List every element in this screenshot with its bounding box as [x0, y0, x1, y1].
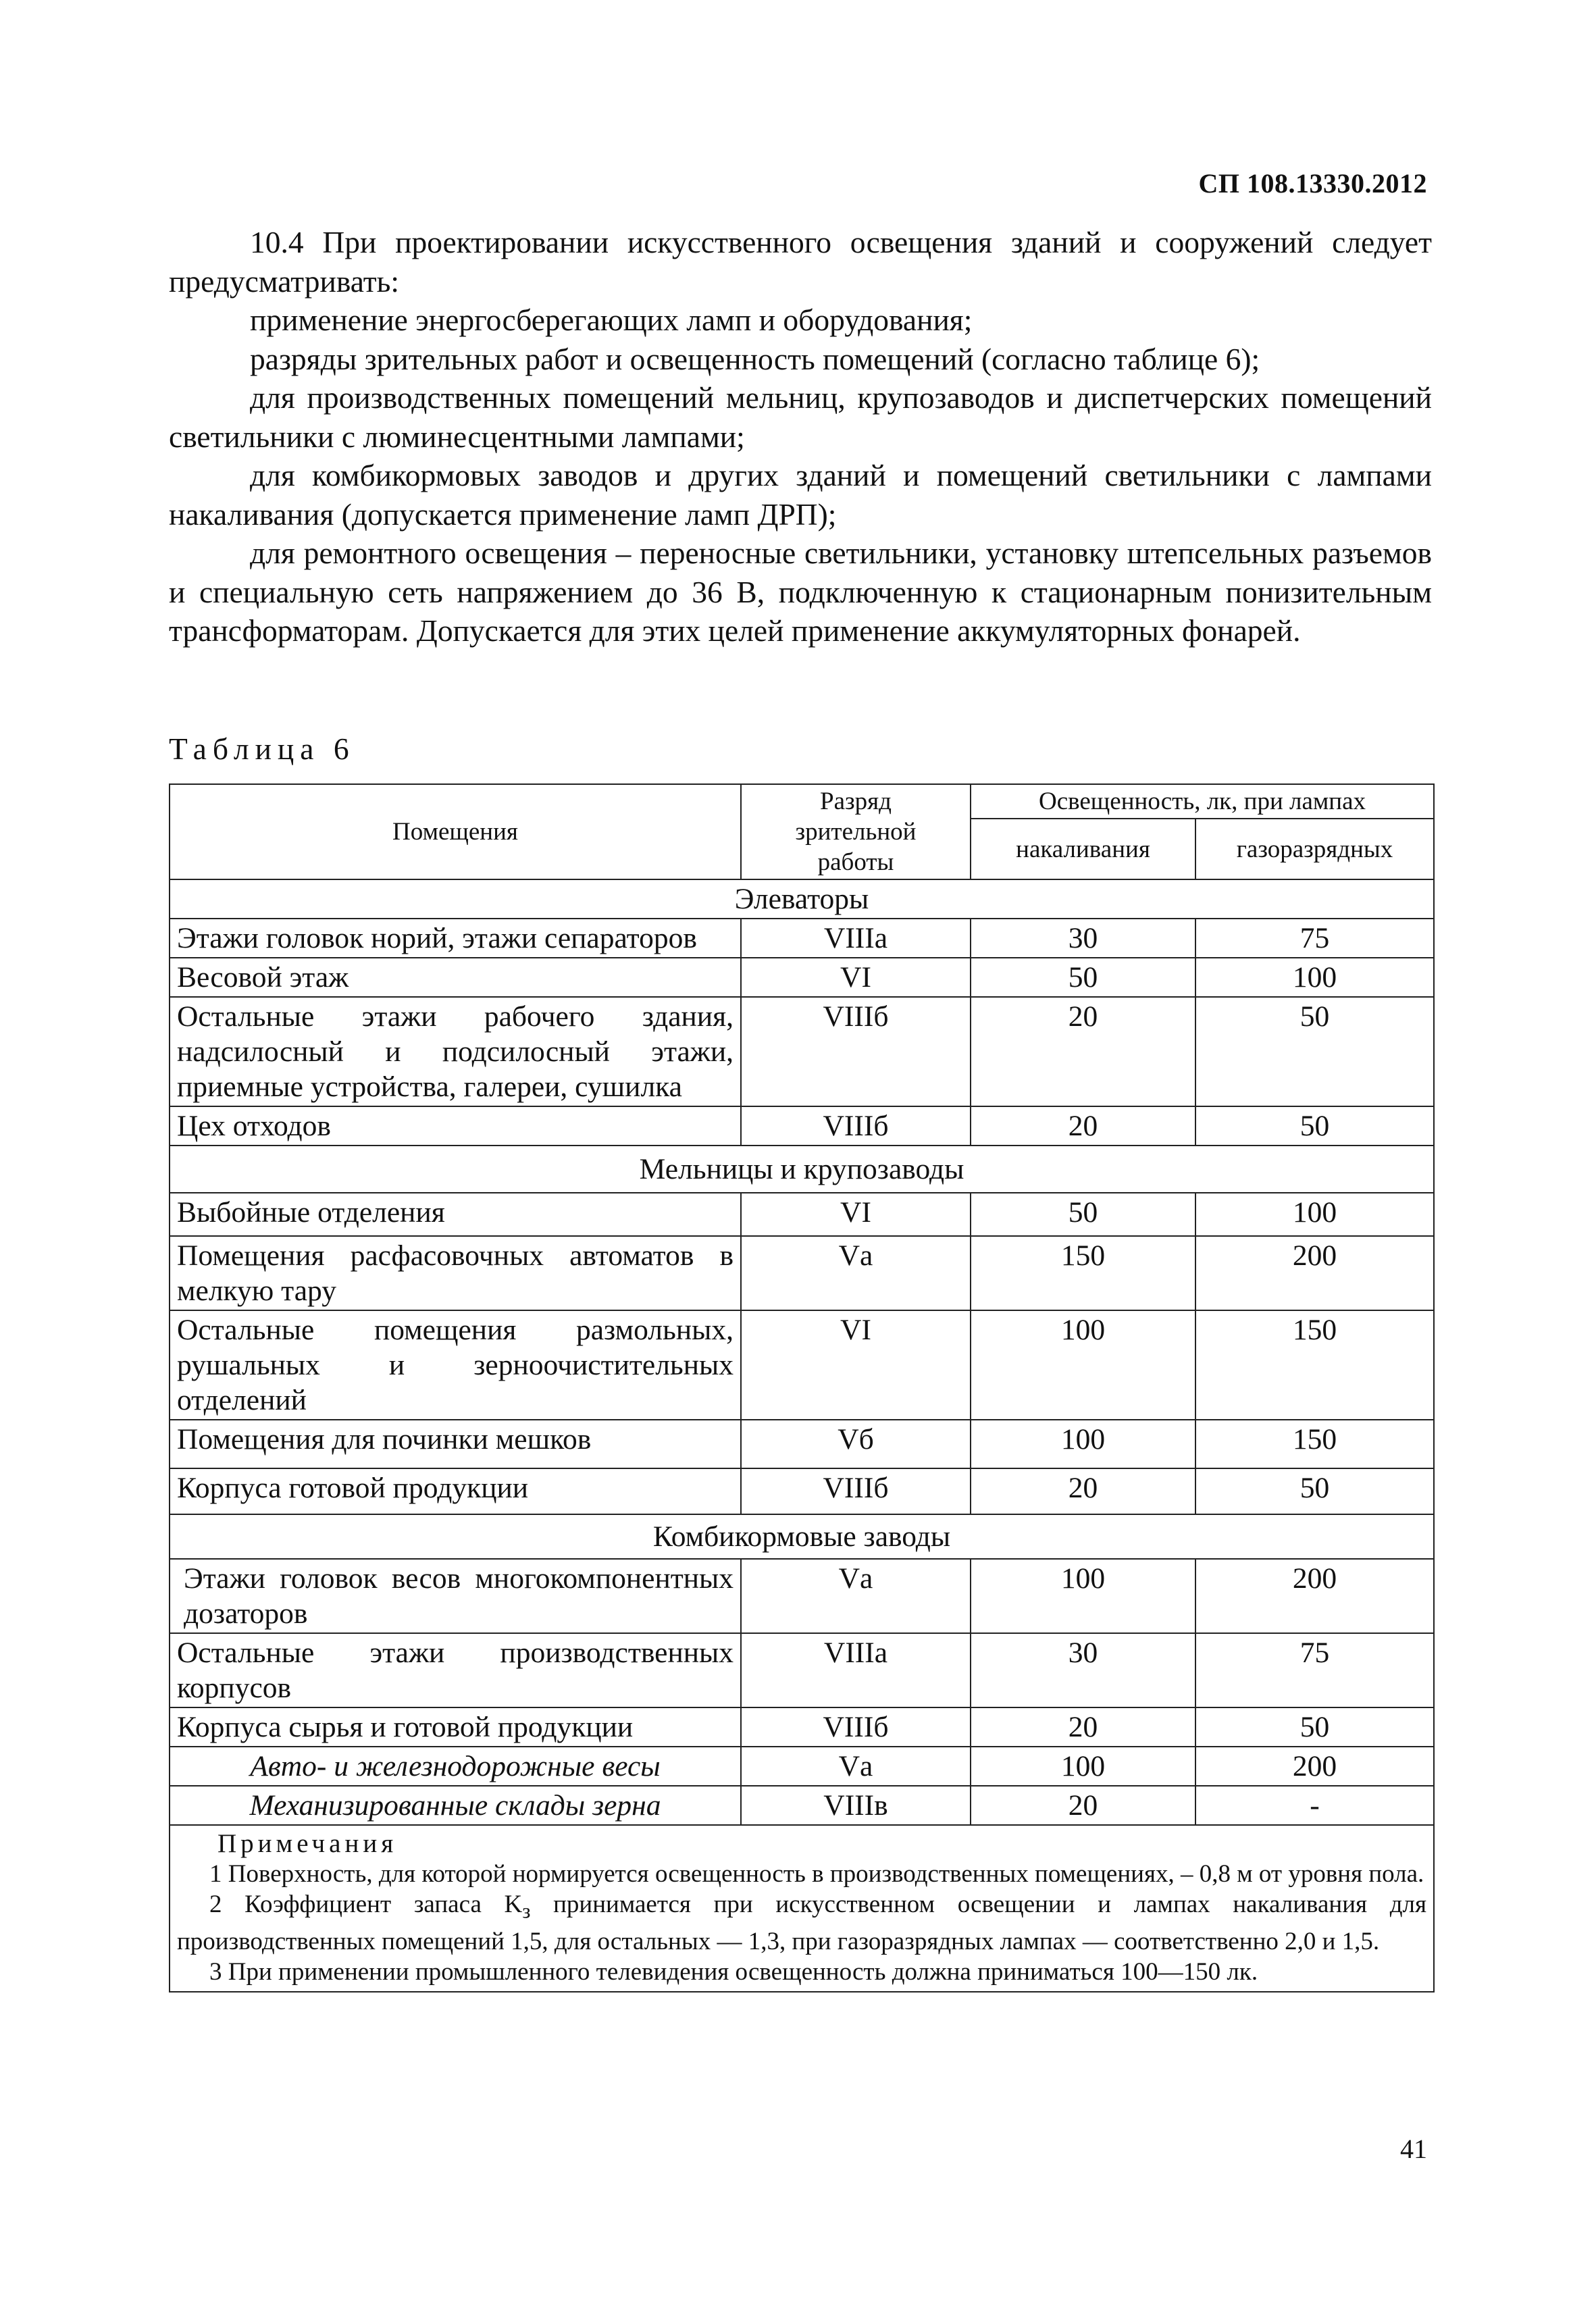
incandescent-cell: 30: [971, 919, 1195, 958]
table-row: [170, 997, 1434, 1106]
table-row: [170, 919, 1434, 958]
table-row: [170, 1747, 1434, 1786]
section-title: Мельницы и крупозаводы: [170, 1146, 1434, 1193]
incandescent-cell: 150: [971, 1236, 1195, 1310]
category-cell: VIIIб: [741, 1468, 971, 1514]
discharge-cell: 200: [1195, 1236, 1434, 1310]
header-discharge: газоразрядных: [1195, 819, 1434, 879]
section-row: [170, 1514, 1434, 1559]
category-cell: VIIIв: [741, 1786, 971, 1825]
premises-cell: Цех отходов: [170, 1106, 741, 1146]
table-caption: Таблица 6: [169, 731, 355, 766]
category-cell: VIIIб: [741, 997, 971, 1106]
category-cell: VIIIб: [741, 1106, 971, 1146]
premises-cell: Остальные этажи производственных корпусов: [170, 1633, 741, 1707]
discharge-cell: 50: [1195, 1707, 1434, 1747]
category-cell: VIIIб: [741, 1707, 971, 1747]
table-row: [170, 1559, 1434, 1633]
category-cell: Vа: [741, 1747, 971, 1786]
section-row: [170, 879, 1434, 919]
table-row: [170, 1420, 1434, 1468]
incandescent-cell: 100: [971, 1420, 1195, 1468]
discharge-cell: 200: [1195, 1747, 1434, 1786]
paragraph: 10.4 При проектировании искусственного освещения зданий и сооружений следует предусматривать:: [169, 225, 1432, 299]
discharge-cell: 100: [1195, 1193, 1434, 1236]
table-row: [170, 1707, 1434, 1747]
premises-cell: Остальные этажи рабочего здания, надсилосный и подсилосный этажи, приемные устройства, галереи, сушилка: [170, 997, 741, 1106]
table-row: [170, 1468, 1434, 1514]
incandescent-cell: 50: [971, 1193, 1195, 1236]
discharge-cell: 150: [1195, 1420, 1434, 1468]
premises-cell: Корпуса сырья и готовой продукции: [170, 1707, 741, 1747]
paragraph: для ремонтного освещения – переносные светильники, установку штепсельных разъемов и специальную сеть напряжением до 36 В, подключенную к стационарным понизительным трансформаторам. Допускается для этих целей применение аккумуляторных фонарей.: [169, 536, 1432, 648]
category-cell: Vа: [741, 1236, 971, 1310]
note-text: принимается при искусственном освещении и лампах накаливания для производственных помещений 1,5, для остальных — 1,3, при газоразрядных лампах — соответственно 2,0 и 1,5.: [177, 1891, 1427, 1956]
table-row: [170, 1193, 1434, 1236]
premises-cell: Этажи головок норий, этажи сепараторов: [170, 919, 741, 958]
premises-cell: Корпуса готовой продукции: [170, 1468, 741, 1514]
incandescent-cell: 30: [971, 1633, 1195, 1707]
header-row: [170, 784, 1434, 819]
section-row: [170, 1146, 1434, 1193]
incandescent-cell: 20: [971, 1707, 1195, 1747]
discharge-cell: -: [1195, 1786, 1434, 1825]
premises-cell: Остальные помещения размольных, рушальных и зерноочистительных отделений: [170, 1310, 741, 1420]
paragraph: применение энергосберегающих ламп и оборудования;: [250, 303, 973, 337]
body-text: [169, 223, 1432, 650]
premises-cell: Помещения для починки мешков: [170, 1420, 741, 1468]
page-number: 41: [1400, 2134, 1427, 2164]
incandescent-cell: 100: [971, 1559, 1195, 1633]
category-cell: VI: [741, 1193, 971, 1236]
discharge-cell: 75: [1195, 919, 1434, 958]
table-row: [170, 1310, 1434, 1420]
discharge-cell: 50: [1195, 1106, 1434, 1146]
section-title: Элеваторы: [170, 879, 1434, 919]
table-row: [170, 1786, 1434, 1825]
note-subscript: з: [522, 1899, 531, 1923]
incandescent-cell: 100: [971, 1310, 1195, 1420]
premises-cell: Выбойные отделения: [170, 1193, 741, 1236]
note-item: 3 При применении промышленного телевидения освещенность должна приниматься 100—150 лк.: [209, 1958, 1258, 1986]
header-incandescent: накаливания: [971, 819, 1195, 879]
incandescent-cell: 20: [971, 1786, 1195, 1825]
paragraph: разряды зрительных работ и освещенность помещений (согласно таблице 6);: [250, 341, 1260, 376]
note-item: [177, 1889, 1426, 1957]
discharge-cell: 50: [1195, 997, 1434, 1106]
section-title: Комбикормовые заводы: [170, 1514, 1434, 1559]
table-row: [170, 1106, 1434, 1146]
paragraph: для производственных помещений мельниц, крупозаводов и диспетчерских помещений светильники с люминесцентными лампами;: [169, 380, 1432, 454]
header-premises: Помещения: [170, 784, 741, 879]
illuminance-table: [169, 783, 1435, 1992]
discharge-cell: 100: [1195, 958, 1434, 997]
category-cell: VIIIа: [741, 1633, 971, 1707]
premises-cell: Этажи головок весов многокомпонентных дозаторов: [170, 1559, 741, 1633]
incandescent-cell: 20: [971, 1106, 1195, 1146]
paragraph: для комбикормовых заводов и других зданий и помещений светильники с лампами накаливания (допускается применение ламп ДРП);: [169, 458, 1432, 532]
category-cell: VI: [741, 1310, 971, 1420]
discharge-cell: 75: [1195, 1633, 1434, 1707]
header-category: Разряд зрительной работы: [741, 784, 971, 879]
incandescent-cell: 20: [971, 1468, 1195, 1514]
discharge-cell: 200: [1195, 1559, 1434, 1633]
category-cell: VI: [741, 958, 971, 997]
category-cell: VIIIа: [741, 919, 971, 958]
category-cell: Vа: [741, 1559, 971, 1633]
incandescent-cell: 20: [971, 997, 1195, 1106]
incandescent-cell: 100: [971, 1747, 1195, 1786]
premises-cell: Механизированные склады зерна: [170, 1786, 741, 1825]
discharge-cell: 150: [1195, 1310, 1434, 1420]
document-code: СП 108.13330.2012: [1198, 168, 1427, 199]
note-text: 2 Коэффициент запаса K: [209, 1891, 523, 1918]
notes-cell: [170, 1825, 1434, 1992]
discharge-cell: 50: [1195, 1468, 1434, 1514]
table-row: [170, 958, 1434, 997]
premises-cell: Авто- и железнодорожные весы: [170, 1747, 741, 1786]
category-cell: Vб: [741, 1420, 971, 1468]
premises-cell: Весовой этаж: [170, 958, 741, 997]
table-row: [170, 1236, 1434, 1310]
table-row: [170, 1633, 1434, 1707]
premises-cell: Помещения расфасовочных автоматов в мелкую тару: [170, 1236, 741, 1310]
notes-row: [170, 1825, 1434, 1992]
header-illuminance: Освещенность, лк, при лампах: [971, 784, 1434, 819]
note-item: 1 Поверхность, для которой нормируется освещенность в производственных помещениях, – 0,8 м от уровня пола.: [209, 1860, 1424, 1888]
incandescent-cell: 50: [971, 958, 1195, 997]
notes-title: Примечания: [217, 1829, 398, 1858]
